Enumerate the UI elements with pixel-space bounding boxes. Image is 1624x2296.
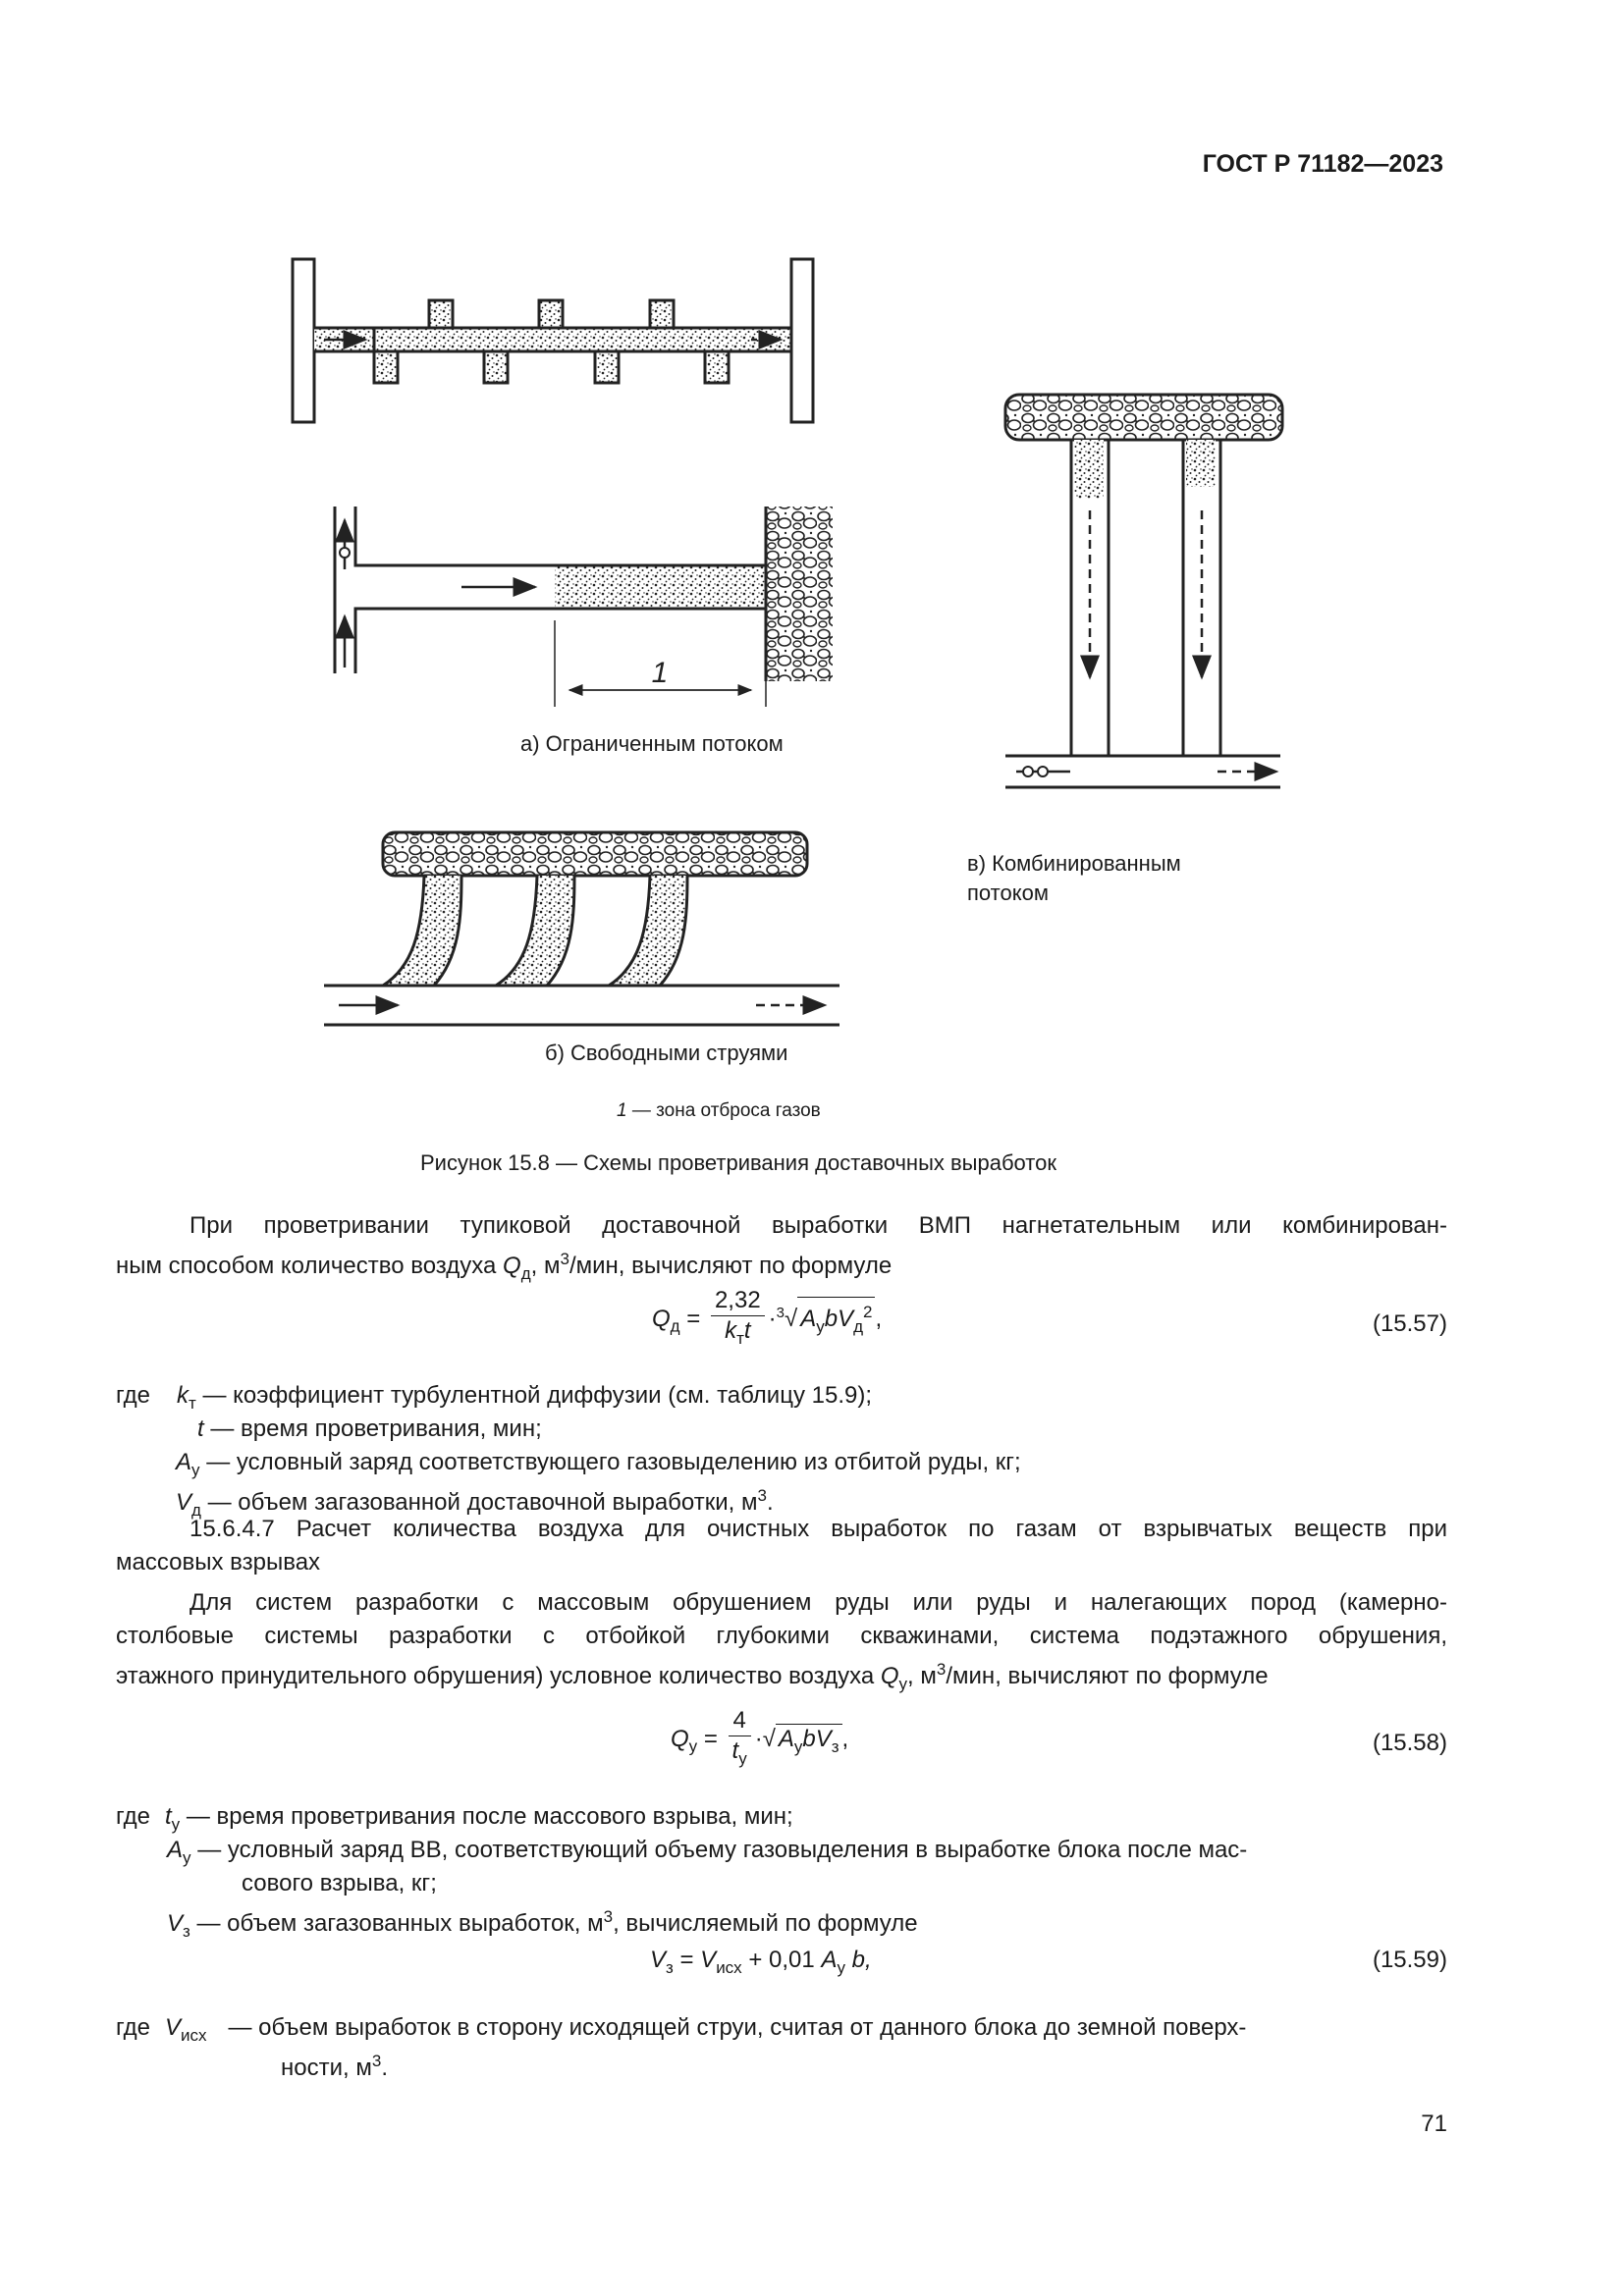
symbol: k	[177, 1382, 189, 1409]
denominator	[729, 1736, 751, 1774]
p2-line1: Для систем разработки с массовым обрушением руды или руды и налегающих пород (камерно-	[189, 1589, 1447, 1616]
subscript: у	[183, 1847, 191, 1867]
symbol: V	[165, 2014, 182, 2041]
where1-row2	[197, 1413, 542, 1446]
symbol: Q	[503, 1253, 521, 1279]
definition: — время проветривания, мин;	[210, 1415, 542, 1442]
symbol: A	[800, 1305, 817, 1332]
definition: — время проветривания после массового взрыва, мин;	[186, 1803, 793, 1830]
subscript: у	[738, 1748, 747, 1768]
superscript: 3	[603, 1907, 614, 1926]
symbol: Q	[671, 1725, 689, 1752]
ventilation-diagrams	[0, 0, 1624, 1129]
superscript: 3	[371, 2052, 382, 2070]
subscript: з	[666, 1957, 674, 1977]
symbol: t	[165, 1803, 172, 1830]
symbol: V	[700, 1947, 717, 1973]
where-prefix: где	[116, 2014, 151, 2041]
fraction	[729, 1706, 751, 1774]
symbol: A	[167, 1837, 184, 1863]
fraction	[711, 1286, 765, 1354]
subscript: у	[837, 1957, 845, 1977]
caption-v-line2: потоком	[967, 881, 1049, 905]
equation-number-15-57: (15.57)	[1372, 1310, 1447, 1337]
where2-row2-cont: сового взрыва, кг;	[242, 1870, 437, 1896]
p1-line2	[116, 1243, 892, 1291]
subscript: исх	[181, 2025, 207, 2045]
symbol: A	[778, 1725, 794, 1752]
text: , м	[907, 1663, 937, 1689]
caption-b: б) Свободными струями	[545, 1041, 788, 1065]
denominator	[711, 1316, 765, 1354]
definition: — коэффициент турбулентной диффузии (см. таблицу 15.9);	[202, 1382, 872, 1409]
subscript: исх	[716, 1957, 742, 1977]
operator: + 0,01	[748, 1947, 815, 1973]
text: ным способом количество воздуха	[116, 1253, 504, 1279]
subscript: у	[171, 1814, 181, 1834]
superscript: 3	[560, 1250, 569, 1268]
equals: =	[679, 1947, 694, 1973]
subscript: з	[183, 1921, 190, 1941]
where2-row3	[167, 1900, 918, 1949]
p2-line2: столбовые системы разработки с отбойкой глубокими скважинами, система подэтажного обрушения,	[116, 1623, 1447, 1649]
numerator: 2,32	[711, 1286, 765, 1316]
text: /мин, вычисляют по формуле	[946, 1663, 1269, 1689]
radicand	[797, 1297, 875, 1342]
text: , м	[530, 1253, 561, 1279]
symbol: t	[743, 1317, 751, 1344]
symbol: t	[731, 1737, 739, 1764]
equation-15-57: $Q_д$ = $\frac{2,32}{k_тt}$ ·$^3$√ $A_уbV_д^2$ ,	[652, 1286, 882, 1354]
text: .	[381, 2055, 388, 2081]
subscript: д	[853, 1316, 863, 1336]
equation-number-15-59: (15.59)	[1372, 1947, 1447, 1973]
text: /мин, вычисляют по формуле	[568, 1253, 893, 1279]
symbol: b,	[851, 1947, 872, 1973]
symbol: V	[167, 1910, 184, 1937]
root-index: 3	[776, 1304, 785, 1321]
p1-line1: При проветривании тупиковой доставочной выработки ВМП нагнетательным или комбинирован-	[189, 1212, 1447, 1239]
text: ности, м	[281, 2055, 372, 2081]
subscript: у	[816, 1316, 825, 1336]
symbol: A	[176, 1449, 192, 1475]
diagram-a-top	[293, 259, 813, 422]
section-heading-line1: 15.6.4.7 Расчет количества воздуха для очистных выработок по газам от взрывчатых веществ при	[189, 1516, 1447, 1542]
subscript: з	[831, 1736, 839, 1756]
superscript: 2	[862, 1302, 873, 1321]
symbol: Q	[880, 1663, 899, 1689]
where3-row1-cont	[281, 2045, 388, 2085]
symbol: Q	[652, 1305, 671, 1332]
symbol: V	[650, 1947, 667, 1973]
definition: — объем загазованных выработок, м	[196, 1910, 604, 1937]
text: , вычисляемый по формуле	[613, 1910, 918, 1937]
subscript: д	[191, 1500, 201, 1520]
symbol: A	[821, 1947, 838, 1973]
caption-a: а) Ограниченным потоком	[520, 731, 784, 756]
definition: — объем загазованной доставочной выработки, м	[207, 1489, 758, 1516]
figure-legend	[617, 1100, 821, 1122]
dimension-label: 1	[651, 657, 669, 689]
text: .	[766, 1489, 774, 1516]
superscript: 3	[936, 1660, 947, 1679]
subscript: у	[688, 1736, 698, 1756]
diagram-a-bottom	[335, 507, 833, 707]
p2-line3	[116, 1653, 1269, 1701]
radicand	[776, 1724, 842, 1762]
subscript: т	[189, 1393, 196, 1413]
equation-number-15-58: (15.58)	[1372, 1730, 1447, 1756]
text: этажного принудительного обрушения) условное количество воздуха	[116, 1663, 881, 1689]
definition: — условный заряд соответствующего газовыделению из отбитой руды, кг;	[206, 1449, 1021, 1475]
subscript: д	[670, 1316, 680, 1336]
subscript: у	[191, 1460, 200, 1479]
subscript: т	[736, 1328, 744, 1348]
diagram-b	[324, 832, 839, 1025]
equation-15-59	[650, 1947, 872, 1978]
diagram-v	[1005, 395, 1282, 787]
symbol: bV	[824, 1305, 854, 1332]
definition: — объем выработок в сторону исходящей струи, считая от данного блока до земной поверх-	[228, 2014, 1247, 2041]
superscript: 3	[757, 1486, 767, 1505]
subscript: у	[898, 1674, 908, 1693]
section-heading-line2: массовых взрывах	[116, 1549, 321, 1575]
equation-15-58: $Q_у$ = $\frac{4}{t_у}$ ·√ $A_уbV_з$ ,	[671, 1706, 848, 1774]
document-id: ГОСТ Р 71182—2023	[1202, 150, 1443, 178]
figure-caption: Рисунок 15.8 — Схемы проветривания доставочных выработок	[420, 1150, 1057, 1175]
page-number: 71	[1421, 2110, 1447, 2137]
definition: — условный заряд ВВ, соответствующий объему газовыделения в выработке блока после мас-	[197, 1837, 1248, 1863]
symbol: V	[176, 1489, 192, 1516]
symbol: k	[725, 1317, 737, 1344]
numerator: 4	[729, 1706, 751, 1736]
subscript: у	[793, 1736, 803, 1756]
symbol: t	[197, 1415, 204, 1442]
legend-number: 1	[617, 1100, 627, 1121]
where-prefix: где	[116, 1382, 151, 1409]
where-prefix: где	[116, 1803, 151, 1830]
symbol: bV	[802, 1725, 832, 1752]
caption-v-line1: в) Комбинированным	[967, 851, 1181, 876]
legend-text: — зона отброса газов	[626, 1100, 821, 1121]
subscript: д	[520, 1263, 531, 1283]
